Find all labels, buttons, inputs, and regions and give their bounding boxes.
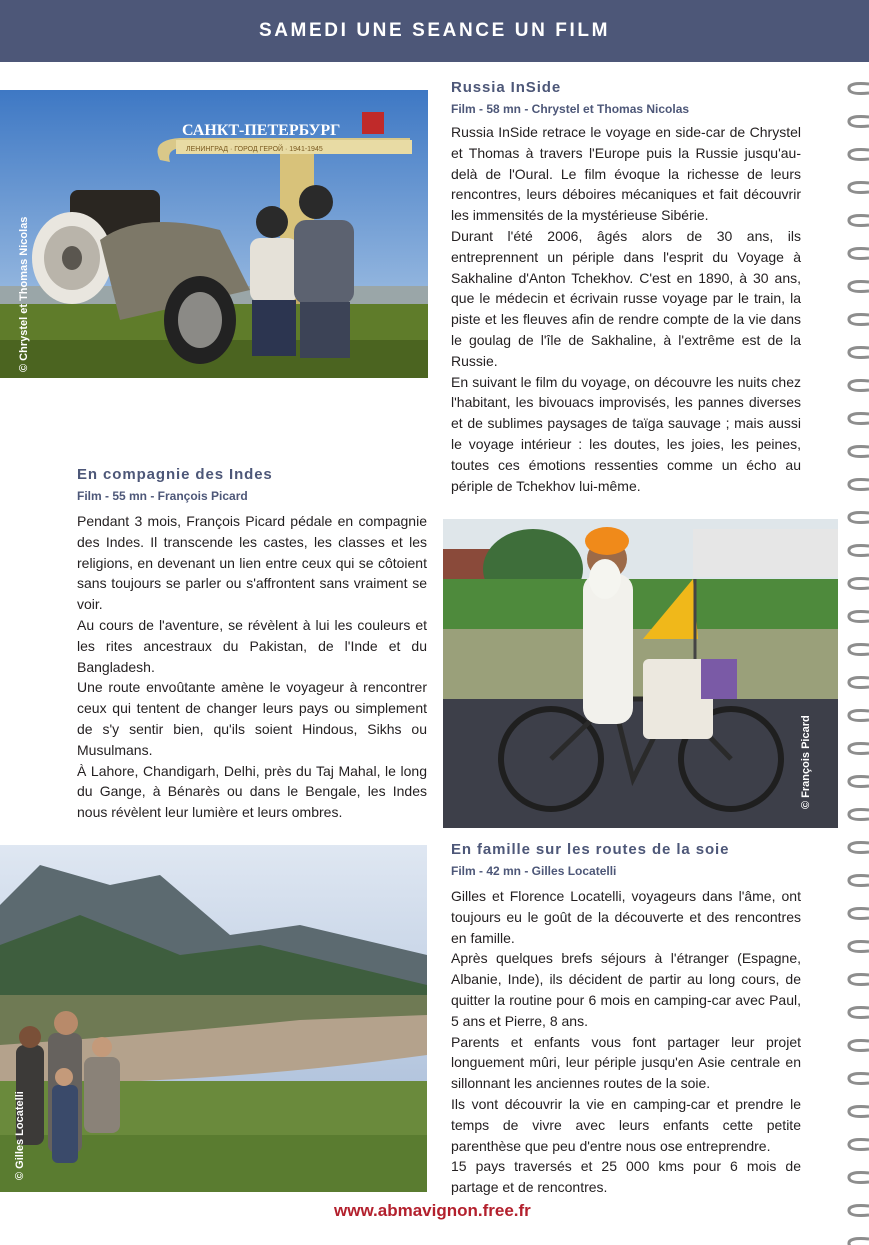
cyclist-photo (443, 519, 838, 828)
spiral-ring (849, 348, 869, 358)
article-body (77, 511, 427, 823)
paragraph: Au cours de l'aventure, se révèlent à lui les couleurs et les rites ancestraux du Pakistan, de l'Inde et du Bangladesh. (77, 616, 427, 675)
spiral-ring (849, 150, 869, 160)
photo-credit: © Chrystel et Thomas Nicolas (18, 216, 30, 372)
paragraph: Parents et enfants vous font partager leur projet longuement mûri, leur périple jusqu'en Asie centrale en sillonnant les anciennes routes de la soie. (451, 1033, 801, 1092)
article-body (451, 122, 801, 496)
spiral-ring (849, 810, 869, 820)
paragraph: Ils vont découvrir la vie en camping-car et prendre le temps de vivre avec leurs enfants cette petite parenthèse que peu d'entre nous ose entreprendre. (451, 1095, 801, 1154)
spiral-ring (849, 1107, 869, 1117)
spiral-ring (849, 249, 869, 259)
article-subtitle: Film - 42 mn - Gilles Locatelli (451, 864, 617, 878)
spiral-ring (849, 975, 869, 985)
paragraph: En suivant le film du voyage, on découvre les nuits chez l'habitant, les bivouacs improvisés, les pannes diverses et de sublimes paysages de taïga sauvage ; mais aussi le voyage intérieur : les doutes, les joies, les peines, toutes ces émotions ressenties comme un écho au périple de Tchekhov lui-même. (451, 373, 801, 494)
website-link[interactable]: www.abmavignon.free.fr (334, 1201, 531, 1220)
spiral-ring (849, 909, 869, 919)
article-subtitle: Film - 58 mn - Chrystel et Thomas Nicolas (451, 102, 690, 116)
paragraph: Après quelques brefs séjours à l'étranger (Espagne, Albanie, Inde), ils décident de partir au long cours, de quitter la routine pour 6 mois en camping-car avec Paul, 5 ans et Pierre, 8 ans. (451, 950, 801, 1029)
spiral-ring (849, 84, 869, 94)
family-photo (0, 845, 427, 1192)
spiral-ring (849, 282, 869, 292)
paragraph: Gilles et Florence Locatelli, voyageurs dans l'âme, ont toujours eu le goût de la découverte et des rencontres en famille. (451, 888, 801, 946)
spiral-ring (849, 579, 869, 589)
spiral-ring (849, 711, 869, 721)
spiral-ring (849, 216, 869, 226)
page-title: SAMEDI UNE SEANCE UN FILM (258, 20, 611, 41)
spiral-ring (849, 777, 869, 787)
spiral-ring (849, 381, 869, 391)
sidecar-photo (0, 90, 428, 378)
article-title: En compagnie des Indes (77, 466, 273, 483)
spiral-ring (849, 1173, 869, 1183)
article-subtitle: Film - 55 mn - François Picard (77, 489, 248, 503)
paragraph: Pendant 3 mois, François Picard pédale en compagnie des Indes. Il transcende les castes, les classes et les religions, en devenant un lien entre ceux qui se côtoient sans toujours se parler ou s'affrontent sans vraiment se voir. (77, 513, 427, 613)
paragraph: 15 pays traversés et 25 000 kms pour 6 mois de partage et de rencontres. (451, 1158, 801, 1196)
spiral-ring (849, 447, 869, 457)
spiral-ring (849, 315, 869, 325)
spiral-ring (849, 1074, 869, 1084)
paragraph: Une route envoûtante amène le voyageur à rencontrer ceux qui tentent de changer leurs pays ou simplement de s'y sentir bien, qu'ils soient Hindous, Sikhs ou Musulmans. (77, 679, 427, 758)
photo-credit: © Gilles Locatelli (14, 1091, 26, 1180)
spiral-ring (849, 612, 869, 622)
spiral-ring (849, 678, 869, 688)
spiral-ring (849, 1140, 869, 1150)
spiral-ring (849, 876, 869, 886)
header-bar (0, 0, 869, 62)
spiral-ring (849, 546, 869, 556)
sign-text: САНКТ-ПЕТЕРБУРГ (182, 122, 341, 139)
paragraph: Durant l'été 2006, âgés alors de 30 ans, ils entreprennent un périple dans l'esprit du Voyage à Sakhaline d'Anton Tchekhov. C'est en 1890, à 30 ans, que le médecin et écrivain russe voyage par le train, la piste et les fleuves afin de rendre compte de la vie dans le goulag de l'île de Sakhaline, à l'extrême est de la Russie. (451, 227, 801, 369)
spiral-ring (849, 513, 869, 523)
spiral-ring (849, 1206, 869, 1216)
article-title: Russia InSide (451, 79, 562, 96)
spiral-ring (849, 414, 869, 424)
spiral-binding (846, 78, 869, 1245)
spiral-ring (849, 1041, 869, 1051)
article-title: En famille sur les routes de la soie (451, 841, 730, 858)
spiral-ring (849, 1008, 869, 1018)
spiral-ring (849, 183, 869, 193)
spiral-ring (849, 843, 869, 853)
article-body (451, 886, 801, 1198)
spiral-ring (849, 1239, 869, 1245)
spiral-ring (849, 645, 869, 655)
spiral-ring (849, 480, 869, 490)
spiral-ring (849, 744, 869, 754)
paragraph: Russia InSide retrace le voyage en side-car de Chrystel et Thomas à travers l'Europe puis la Russie jusqu'au-delà de l'Oural. Le film évoque la richesse de leurs rencontres, leurs déboires mécaniques et fait découvrir les immensités de la mystérieuse Sibérie. (451, 124, 801, 224)
spiral-ring (849, 117, 869, 127)
sign-subtext: ЛЕНИНГРАД · ГОРОД ГЕРОЙ · 1941-1945 (186, 146, 323, 153)
spiral-ring (849, 942, 869, 952)
photo-credit: © François Picard (800, 715, 812, 809)
paragraph: À Lahore, Chandigarh, Delhi, près du Taj Mahal, le long du Gange, à Bénarès ou dans le Bengale, les Indes nous révèlent leur lumière et leurs ombres. (77, 762, 427, 821)
